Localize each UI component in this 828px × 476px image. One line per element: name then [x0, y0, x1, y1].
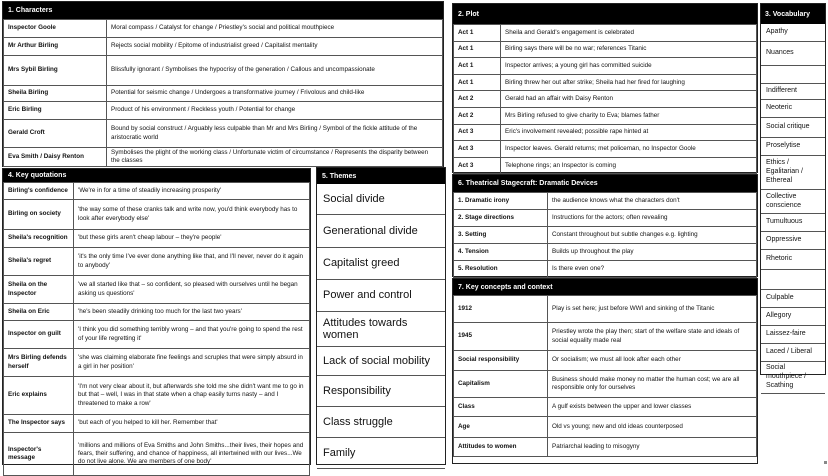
vocabulary-word: Ethics / Egalitarian / Ethereal: [761, 156, 825, 190]
vocabulary-word: Social mouthpiece / Scathing: [761, 362, 825, 394]
device-description: Is there even one?: [548, 261, 757, 278]
plot-row: [454, 41, 757, 58]
plot-act: Act 3: [454, 124, 501, 141]
plot-title: 2. Plot: [453, 4, 757, 24]
device-name: 2. Stage directions: [454, 210, 548, 227]
quotation-text: 'she was claiming elaborate fine feelings and scruples that were simply absurd in a girl in her position': [74, 349, 310, 377]
device-description: the audience knows what the characters don't: [548, 193, 757, 210]
character-description: Product of his environment / Reckless youth / Potential for change: [107, 102, 443, 120]
concept-description: Patriarchal leading to misogyny: [548, 438, 757, 457]
vocabulary-word: Neoteric: [761, 100, 825, 118]
plot-act: Act 2: [454, 91, 501, 108]
characters-panel: [2, 1, 444, 167]
concept-term: 1945: [454, 323, 548, 351]
character-name: Gerald Croft: [4, 120, 107, 148]
concept-term: Social responsibility: [454, 351, 548, 371]
quotation-label: Inspector on guilt: [4, 321, 74, 349]
theme-item: Family: [317, 438, 445, 469]
themes-title: 5. Themes: [317, 168, 445, 184]
quotation-row: [4, 248, 310, 276]
plot-act: Act 2: [454, 107, 501, 124]
plot-row: [454, 58, 757, 75]
plot-event: Eric's involvement revealed; possible rape hinted at: [501, 124, 757, 141]
vocabulary-word: Laced / Liberal: [761, 344, 825, 362]
concept-row: [454, 296, 757, 323]
character-row: [4, 102, 443, 120]
stagecraft-panel: [452, 174, 758, 277]
concept-term: Age: [454, 417, 548, 438]
plot-act: Act 1: [454, 58, 501, 75]
character-name: Mrs Sybil Birling: [4, 56, 107, 86]
concept-row: [454, 371, 757, 398]
theme-item: Attitudes towards women: [317, 312, 445, 347]
quotation-row: [4, 200, 310, 230]
character-description: Potential for seismic change / Undergoes a transformative journey / Frivolous and child-like: [107, 86, 443, 102]
vocabulary-word: Nuances: [761, 42, 825, 66]
theme-item: Power and control: [317, 280, 445, 312]
plot-event: Mrs Birling refused to give charity to Eva; blames father: [501, 107, 757, 124]
device-name: 1. Dramatic irony: [454, 193, 548, 210]
plot-event: Inspector arrives; a young girl has committed suicide: [501, 58, 757, 75]
vocabulary-word: Oppressive: [761, 232, 825, 250]
concept-term: Capitalism: [454, 371, 548, 398]
character-name: Eric Birling: [4, 102, 107, 120]
character-name: Mr Arthur Birling: [4, 38, 107, 56]
plot-row: [454, 107, 757, 124]
theme-item: Capitalist greed: [317, 248, 445, 280]
quotation-label: Birling on society: [4, 200, 74, 230]
plot-event: Birling says there will be no war; references Titanic: [501, 41, 757, 58]
quotation-row: [4, 183, 310, 200]
character-description: Symbolises the plight of the working class / Unfortunate victim of circumstance / Represents the disparity between the classes: [107, 148, 443, 167]
plot-row: [454, 91, 757, 108]
plot-row: [454, 141, 757, 158]
quotation-label: Inspector's message: [4, 433, 74, 476]
character-row: [4, 86, 443, 102]
character-description: Rejects social mobility / Epitome of industrialist greed / Capitalist mentality: [107, 38, 443, 56]
quotation-label: Birling's confidence: [4, 183, 74, 200]
vocabulary-word: Laissez-faire: [761, 326, 825, 344]
characters-title: 1. Characters: [3, 2, 443, 19]
plot-event: Gerald had an affair with Daisy Renton: [501, 91, 757, 108]
plot-act: Act 3: [454, 141, 501, 158]
concept-description: Old vs young; new and old ideas counterposed: [548, 417, 757, 438]
concepts-table: [453, 295, 757, 457]
quotation-label: Eric explains: [4, 377, 74, 415]
character-description: Moral compass / Catalyst for change / Priestley's social and political mouthpiece: [107, 20, 443, 38]
character-name: Inspector Goole: [4, 20, 107, 38]
device-row: [454, 193, 757, 210]
quotation-text: 'he's been steadily drinking too much for the last two years': [74, 304, 310, 321]
plot-panel: [452, 3, 758, 173]
concept-description: A gulf exists between the upper and lower classes: [548, 398, 757, 417]
vocabulary-word: Indifferent: [761, 84, 825, 100]
character-description: Blissfully ignorant / Symbolises the hypocrisy of the generation / Callous and uncompassionate: [107, 56, 443, 86]
quotation-text: 'I'm not very clear about it, but afterwards she told me she didn't want me to go in but that – well, I was in that state when a chap easily turns nasty – and I threatened to make a row': [74, 377, 310, 415]
character-row: [4, 38, 443, 56]
quotations-table: [3, 182, 310, 476]
quotation-text: 'it's the only time I've ever done anything like that, and I'll never, never do it again to anybody': [74, 248, 310, 276]
plot-act: Act 1: [454, 41, 501, 58]
concept-description: Or socialism; we must all look after each other: [548, 351, 757, 371]
stagecraft-title: 6. Theatrical Stagecraft: Dramatic Devices: [453, 175, 757, 192]
vocabulary-word: Apathy: [761, 24, 825, 42]
themes-panel: [316, 167, 446, 465]
concept-row: [454, 351, 757, 371]
plot-row: [454, 25, 757, 42]
vocabulary-word: Collective conscience: [761, 190, 825, 214]
theme-item: Social divide: [317, 184, 445, 215]
device-name: 5. Resolution: [454, 261, 548, 278]
quotation-text: 'the way some of these cranks talk and write now, you'd think everybody has to look after everybody else': [74, 200, 310, 230]
quotation-row: [4, 321, 310, 349]
quotation-text: 'We're in for a time of steadily increasing prosperity': [74, 183, 310, 200]
concept-row: [454, 323, 757, 351]
quotation-row: [4, 377, 310, 415]
quotation-text: 'we all started like that – so confident, so pleased with ourselves until he began asking us questions': [74, 276, 310, 304]
device-row: [454, 244, 757, 261]
vocabulary-word: Proselytise: [761, 138, 825, 156]
plot-event: Inspector leaves. Gerald returns; met policeman, no Inspector Goole: [501, 141, 757, 158]
quotation-label: Sheila's recognition: [4, 230, 74, 248]
character-row: [4, 120, 443, 148]
vocabulary-word: Rhetoric: [761, 250, 825, 270]
vocabulary-word: Allegory: [761, 308, 825, 326]
quotation-row: [4, 433, 310, 476]
vocabulary-title: 3. Vocabulary: [761, 4, 825, 24]
vocabulary-word: Culpable: [761, 290, 825, 308]
device-row: [454, 210, 757, 227]
character-row: [4, 56, 443, 86]
plot-event: Birling threw her out after strike; Sheila had her fired for laughing: [501, 74, 757, 91]
quotation-label: Sheila on Eric: [4, 304, 74, 321]
device-name: 4. Tension: [454, 244, 548, 261]
concept-row: [454, 398, 757, 417]
character-row: [4, 20, 443, 38]
vocabulary-word: [761, 66, 825, 84]
corner-marker: [824, 461, 827, 464]
character-description: Bound by social construct / Arguably less culpable than Mr and Mrs Birling / Symbol of the fickle attitude of the aristocratic world: [107, 120, 443, 148]
concept-row: [454, 417, 757, 438]
device-row: [454, 261, 757, 278]
theme-item: Lack of social mobility: [317, 347, 445, 376]
quotations-panel: [2, 168, 311, 465]
theme-item: Responsibility: [317, 376, 445, 407]
device-description: Builds up throughout the play: [548, 244, 757, 261]
device-row: [454, 227, 757, 244]
quotation-label: Sheila on the Inspector: [4, 276, 74, 304]
concept-term: Class: [454, 398, 548, 417]
quotation-label: Sheila's regret: [4, 248, 74, 276]
quotation-text: 'I think you did something terribly wrong – and that you're going to spend the rest of your life regretting it': [74, 321, 310, 349]
character-row: [4, 148, 443, 167]
quotations-title: 4. Key quotations: [3, 169, 310, 182]
device-description: Constant throughout but subtle changes e.g. lighting: [548, 227, 757, 244]
concepts-title: 7. Key concepts and context: [453, 279, 757, 295]
plot-table: [453, 24, 757, 174]
concept-description: Play is set here; just before WWI and sinking of the Titanic: [548, 296, 757, 323]
quotation-label: The Inspector says: [4, 415, 74, 433]
concept-term: Attitudes to women: [454, 438, 548, 457]
vocabulary-word: [761, 270, 825, 290]
quotation-text: 'but each of you helped to kill her. Remember that': [74, 415, 310, 433]
character-name: Sheila Birling: [4, 86, 107, 102]
concepts-panel: [452, 278, 758, 464]
quotation-text: 'but these girls aren't cheap labour – they're people': [74, 230, 310, 248]
characters-table: [3, 19, 443, 167]
plot-event: Sheila and Gerald's engagement is celebrated: [501, 25, 757, 42]
quotation-row: [4, 349, 310, 377]
theme-item: Class struggle: [317, 407, 445, 438]
plot-row: [454, 74, 757, 91]
theme-item: Generational divide: [317, 215, 445, 248]
quotation-text: 'millions and millions of Eva Smiths and John Smiths...their lives, their hopes and fears, their suffering, and chance of happiness, all intertwined with our lives...We do not live alone. We are members of one body': [74, 433, 310, 476]
device-name: 3. Setting: [454, 227, 548, 244]
stagecraft-table: [453, 192, 757, 278]
plot-act: Act 1: [454, 25, 501, 42]
vocabulary-word: Tumultuous: [761, 214, 825, 232]
plot-act: Act 1: [454, 74, 501, 91]
plot-event: Telephone rings; an Inspector is coming: [501, 157, 757, 174]
vocabulary-panel: [760, 3, 826, 389]
concept-description: Business should make money no matter the human cost; we are all responsible only for ourselves: [548, 371, 757, 398]
plot-act: Act 3: [454, 157, 501, 174]
device-description: Instructions for the actors; often revealing: [548, 210, 757, 227]
plot-row: [454, 157, 757, 174]
concept-row: [454, 438, 757, 457]
quotation-row: [4, 304, 310, 321]
quotation-row: [4, 276, 310, 304]
concept-description: Priestley wrote the play then; start of the welfare state and ideals of social equality made real: [548, 323, 757, 351]
vocabulary-word: Social critique: [761, 118, 825, 138]
concept-term: 1912: [454, 296, 548, 323]
plot-row: [454, 124, 757, 141]
quotation-label: Mrs Birling defends herself: [4, 349, 74, 377]
quotation-row: [4, 415, 310, 433]
character-name: Eva Smith / Daisy Renton: [4, 148, 107, 167]
quotation-row: [4, 230, 310, 248]
